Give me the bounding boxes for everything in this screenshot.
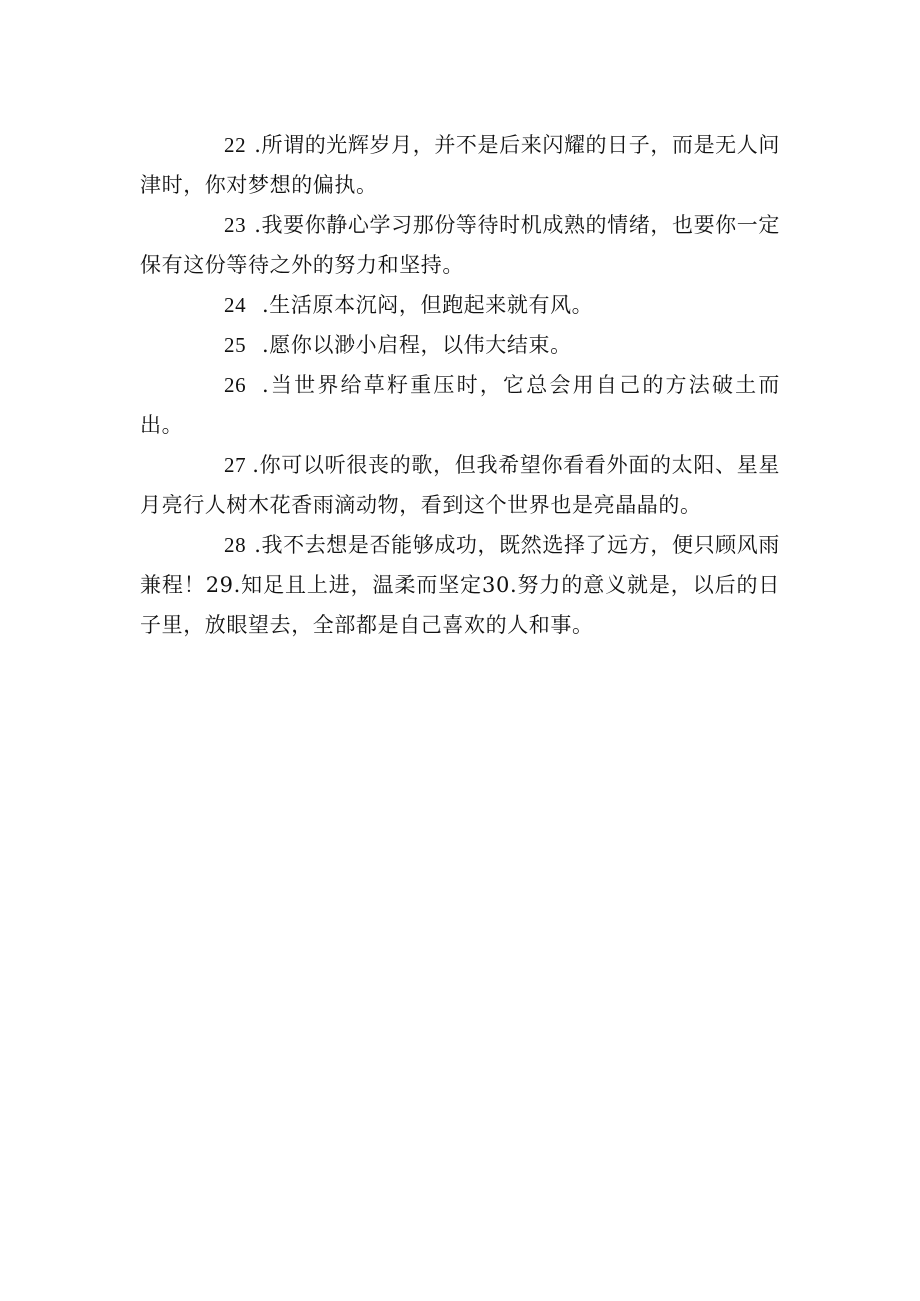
quote-text: .生活原本沉闷，但跑起来就有风。 bbox=[262, 293, 594, 317]
quote-paragraph-22 bbox=[140, 125, 780, 205]
quote-paragraph-23 bbox=[140, 205, 780, 285]
quote-text: .我要你静心学习那份等待时机成熟的情绪，也要你一定保有这份等待之外的努力和坚持。 bbox=[140, 213, 780, 277]
quote-text: .所谓的光辉岁月，并不是后来闪耀的日子，而是无人问津时，你对梦想的偏执。 bbox=[140, 133, 780, 197]
quote-paragraph-24 bbox=[140, 285, 780, 325]
quote-paragraph-26 bbox=[140, 365, 780, 445]
quote-paragraph-28 bbox=[140, 525, 780, 645]
quote-number: 27 bbox=[224, 453, 247, 477]
quote-text: .当世界给草籽重压时，它总会用自己的方法破土而出。 bbox=[140, 373, 780, 437]
quote-number: 22 bbox=[224, 133, 247, 157]
quote-list bbox=[140, 125, 780, 645]
quote-number: 28 bbox=[224, 533, 247, 557]
quote-text: .我不去想是否能够成功，既然选择了远方，便只顾风雨兼程！29.知足且上进，温柔而坚定30.努力的意义就是，以后的日子里，放眼望去，全部都是自己喜欢的人和事。 bbox=[140, 533, 780, 637]
quote-number: 23 bbox=[224, 213, 247, 237]
quote-number: 24 bbox=[224, 293, 247, 317]
quote-paragraph-27 bbox=[140, 445, 780, 525]
quote-number: 26 bbox=[224, 373, 247, 397]
quote-number: 25 bbox=[224, 333, 247, 357]
quote-text: .愿你以渺小启程，以伟大结束。 bbox=[262, 333, 572, 357]
quote-paragraph-25 bbox=[140, 325, 780, 365]
quote-text: .你可以听很丧的歌，但我希望你看看外面的太阳、星星月亮行人树木花香雨滴动物，看到这个世界也是亮晶晶的。 bbox=[140, 453, 780, 517]
